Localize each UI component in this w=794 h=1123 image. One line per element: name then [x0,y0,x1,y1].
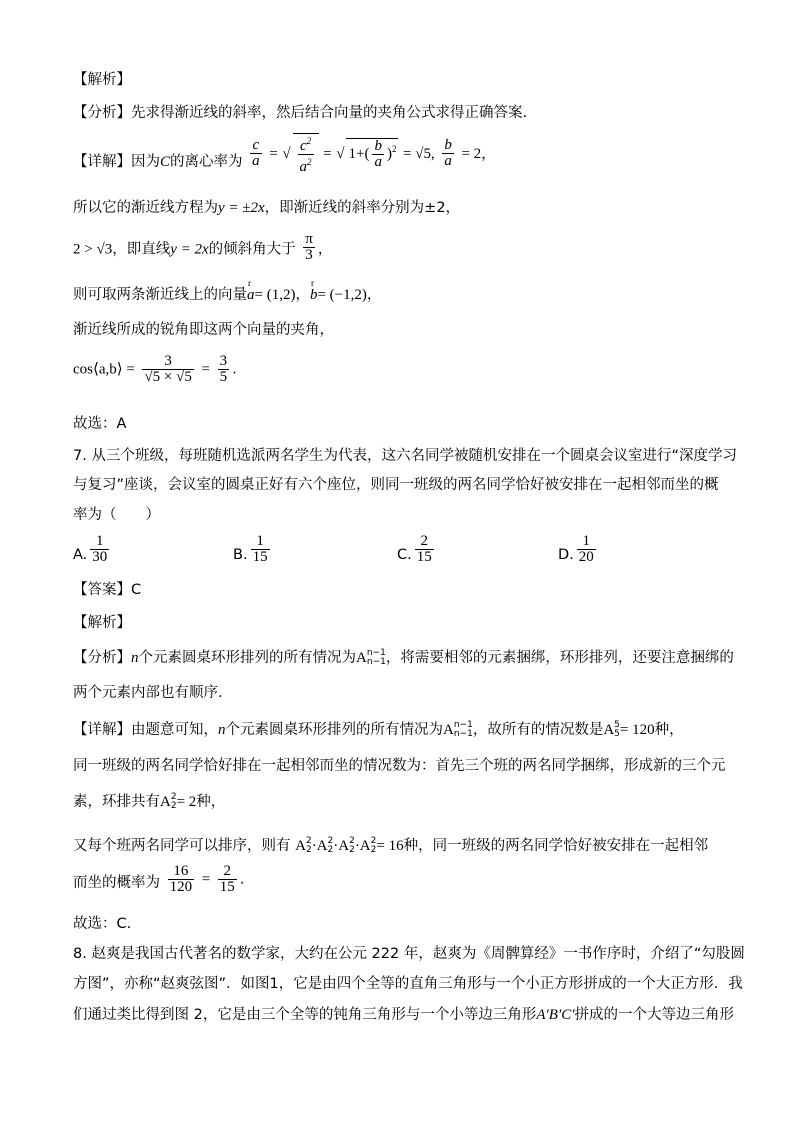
inclination-line: 2 > √3，即直线y = 2x的倾斜角大于 $\frac{\pi}{3}$ ， [73,231,333,263]
analysis-paragraph-2-line-2: 两个元素内部也有顺序. [73,685,223,701]
detail-paragraph-2-line-5: 而坐的概率为 $\frac{16}{120}$ = $\frac{2}{15}$ . [73,863,245,895]
cosine-line: cos⟨a,b⟩ = $\frac{3}{√5 \times √5}$ = $\frac{3}{5}$ . [73,353,237,385]
detail-tag: 【详解】 [73,153,131,170]
question-8-line-3: 们通过类比得到图 2，它是由三个全等的钝角三角形与一个小等边三角形A′B′C′拼成的一个大等边三角形 [73,1007,735,1023]
options-row [73,534,721,574]
analysis-paragraph-1 [73,101,527,122]
option-c: C. $\frac{2}{15}$ [397,533,432,565]
option-a: A. $\frac{1}{30}$ [73,533,108,565]
analysis-text: 先求得渐近线的斜率，然后结合向量的夹角公式求得正确答案. [131,105,528,121]
detail-paragraph-2: 【详解】由题意可知，n个元素圆桌环形排列的所有情况为A n−1 n−1 ，故所有的情况数是A 5 5 = 120种， [73,720,684,739]
question-7-line-3: 率为（ ） [73,507,160,523]
question-8-line-1: 8. 赵爽是我国古代著名的数学家，大约在公元 222 年，赵爽为《周髀算经》一书作序时，介绍了“勾股圆 [73,946,745,962]
asymptote-line: 所以它的渐近线方程为y = ±2x，即渐近线的斜率分别为±2， [73,200,461,216]
detail-paragraph-2-line-4: 又每个班两名同学可以排序，则有 A 2 2 ·A 2 2 ·A 2 2 ·A 2 2 = 16种，同一班级的两名同学恰好被安排在一起相邻 [73,836,709,855]
question-7-line-2: 与复习”座谈，会议室的圆桌正好有六个座位，则同一班级的两名同学恰好被安排在一起相邻而坐的概 [73,477,719,493]
choose-c: 故选：C. [73,916,132,932]
acute-angle-line: 渐近线所成的锐角即这两个向量的夹角， [73,322,334,338]
question-8-line-2: 方图”，亦称“赵爽弦图”．如图1，它是由四个全等的直角三角形与一个小正方形拼成的一个大正方形．我 [73,976,743,992]
question-7-line-1: 7. 从三个班级，每班随机选派两名学生为代表，这六名同学被随机安排在一个圆桌会议室进行“深度学习 [73,448,737,464]
jiexi-heading-2: 【解析】 [73,615,131,631]
detail-paragraph-2-line-2: 同一班级的两名同学恰好排在一起相邻而坐的情况数为：首先三个班的两名同学捆绑，形成新的三个元 [73,758,726,774]
eccentricity-fraction: $\frac{c}{a}$ [252,137,260,170]
analysis-tag: 【分析】 [73,105,131,121]
option-b: B. $\frac{1}{15}$ [233,533,268,565]
answer-line: 【答案】C [73,582,142,598]
analysis-paragraph-2: 【分析】n个元素圆桌环形排列的所有情况为A n−1 n−1 ，将需要相邻的元素捆绑，环形排列，还要注意捆绑的 [73,648,734,667]
jiexi-heading-1: 【解析】 [73,72,131,88]
option-d: D. $\frac{1}{20}$ [558,533,594,565]
vector-line: 则可取两条渐近线上的向量r a= (1,2)，r b= (−1,2)， [73,283,381,304]
choose-a: 故选：A [73,416,127,432]
detail-paragraph-2-line-3: 素，环排共有A 2 2 = 2种， [73,792,226,811]
detail-paragraph-1: 【详解】因为C的离心率为 $\frac{c}{a}$ = √ $\frac{c^2}{a^2}$ = √ 1+( $\frac{b}{a}$ )$^2$ = √5, $\frac{b}{a}$ = 2， [73,133,496,175]
